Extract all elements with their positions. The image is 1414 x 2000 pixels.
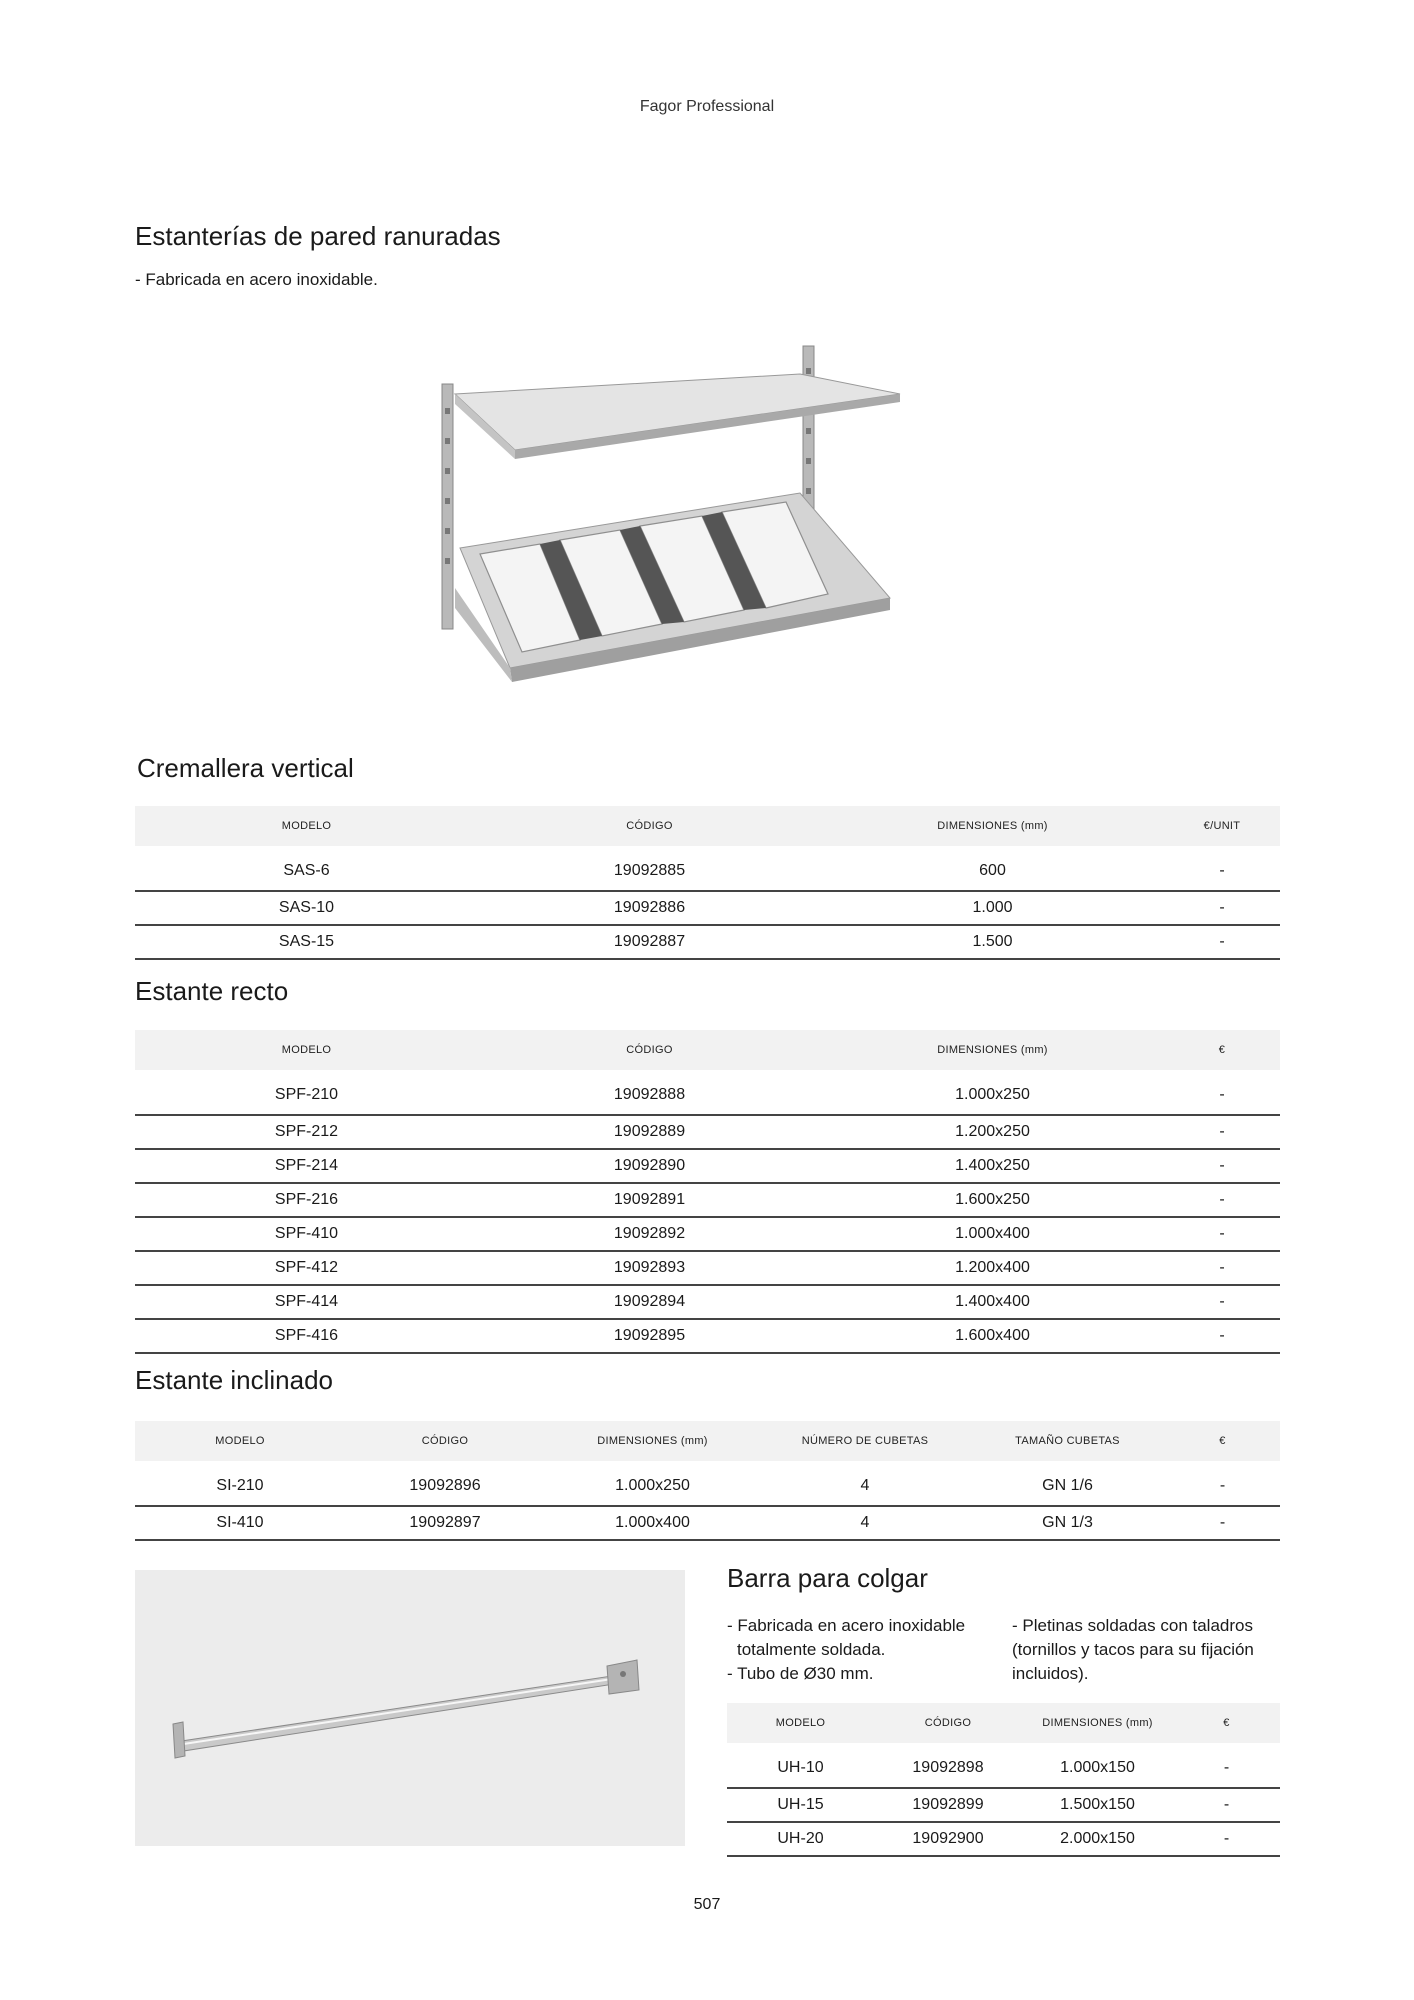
cell-numero-cubetas: 4 xyxy=(760,1506,970,1540)
table-row xyxy=(727,1743,1280,1788)
cell-codigo: 19092898 xyxy=(874,1743,1022,1788)
col-header-codigo: CÓDIGO xyxy=(478,806,821,846)
col-header-codigo: CÓDIGO xyxy=(874,1703,1022,1743)
cell-price: - xyxy=(1173,1788,1280,1822)
cell-modelo: UH-10 xyxy=(727,1743,874,1788)
table-row xyxy=(135,1506,1280,1540)
table-row xyxy=(135,1217,1280,1251)
cell-price: - xyxy=(1165,1461,1280,1506)
cell-dimensiones: 2.000x150 xyxy=(1022,1822,1173,1856)
cell-codigo: 19092900 xyxy=(874,1822,1022,1856)
col-header-price: € xyxy=(1164,1030,1280,1070)
cell-modelo: SPF-214 xyxy=(135,1149,478,1183)
cell-modelo: SPF-216 xyxy=(135,1183,478,1217)
cell-tamano-cubetas: GN 1/6 xyxy=(970,1461,1165,1506)
cell-price: - xyxy=(1173,1743,1280,1788)
table-row xyxy=(135,891,1280,925)
table-row xyxy=(135,1149,1280,1183)
cell-modelo: SPF-212 xyxy=(135,1115,478,1149)
cell-modelo: SPF-210 xyxy=(135,1070,478,1115)
section-title-recto: Estante recto xyxy=(135,976,289,1006)
cell-codigo: 19092888 xyxy=(478,1070,821,1115)
cell-price: - xyxy=(1164,1149,1280,1183)
table-header-row xyxy=(135,1030,1280,1070)
cell-codigo: 19092892 xyxy=(478,1217,821,1251)
barra-bullets-right xyxy=(1012,1614,1282,1686)
cell-numero-cubetas: 4 xyxy=(760,1461,970,1506)
cell-modelo: UH-20 xyxy=(727,1822,874,1856)
col-header-dimensiones: DIMENSIONES (mm) xyxy=(821,1030,1164,1070)
barra-bullet-2: - Tubo de Ø30 mm. xyxy=(727,1664,874,1683)
cell-codigo: 19092894 xyxy=(478,1285,821,1319)
cell-dimensiones: 1.600x250 xyxy=(821,1183,1164,1217)
table-row xyxy=(135,1183,1280,1217)
table-row xyxy=(135,1115,1280,1149)
cell-codigo: 19092887 xyxy=(478,925,821,959)
cell-dimensiones: 1.500x150 xyxy=(1022,1788,1173,1822)
cell-dimensiones: 1.000x250 xyxy=(545,1461,760,1506)
brand-header: Fagor Professional xyxy=(639,98,775,115)
barra-bullet-1: - Fabricada en acero inoxidable xyxy=(727,1616,966,1635)
col-header-codigo: CÓDIGO xyxy=(345,1421,545,1461)
cell-modelo: UH-15 xyxy=(727,1788,874,1822)
cell-dimensiones: 1.000x400 xyxy=(545,1506,760,1540)
cell-dimensiones: 1.200x400 xyxy=(821,1251,1164,1285)
cell-modelo: SAS-10 xyxy=(135,891,478,925)
cell-modelo: SPF-410 xyxy=(135,1217,478,1251)
barra-bullets-left xyxy=(727,1614,1007,1686)
table-header-row xyxy=(727,1703,1280,1743)
table-header-row xyxy=(135,1421,1280,1461)
cell-price: - xyxy=(1164,1319,1280,1353)
cell-dimensiones: 1.400x250 xyxy=(821,1149,1164,1183)
section-title-cremallera: Cremallera vertical xyxy=(137,753,354,783)
cell-codigo: 19092891 xyxy=(478,1183,821,1217)
cell-codigo: 19092893 xyxy=(478,1251,821,1285)
col-header-price: € xyxy=(1173,1703,1280,1743)
col-header-price: € xyxy=(1165,1421,1280,1461)
recto-table xyxy=(135,1030,1280,1354)
cell-price: - xyxy=(1164,846,1280,891)
intro-bullet: - Fabricada en acero inoxidable. xyxy=(135,270,378,289)
cell-dimensiones: 1.000x250 xyxy=(821,1070,1164,1115)
col-header-dimensiones: DIMENSIONES (mm) xyxy=(821,806,1164,846)
cell-price: - xyxy=(1164,1183,1280,1217)
cell-codigo: 19092886 xyxy=(478,891,821,925)
cell-codigo: 19092895 xyxy=(478,1319,821,1353)
col-header-codigo: CÓDIGO xyxy=(478,1030,821,1070)
table-row xyxy=(135,846,1280,891)
cell-dimensiones: 1.200x250 xyxy=(821,1115,1164,1149)
cell-price: - xyxy=(1164,1070,1280,1115)
cell-price: - xyxy=(1173,1822,1280,1856)
barra-bullet-3-cont2: incluidos). xyxy=(1012,1664,1089,1683)
section-title-estanterias: Estanterías de pared ranuradas xyxy=(135,221,501,251)
col-header-modelo: MODELO xyxy=(135,1421,345,1461)
col-header-tamano-cubetas: TAMAÑO CUBETAS xyxy=(970,1421,1165,1461)
barra-bullet-1-cont: totalmente soldada. xyxy=(737,1640,886,1659)
col-header-dimensiones: DIMENSIONES (mm) xyxy=(545,1421,760,1461)
col-header-modelo: MODELO xyxy=(135,1030,478,1070)
table-row xyxy=(727,1788,1280,1822)
col-header-numero-cubetas: NÚMERO DE CUBETAS xyxy=(760,1421,970,1461)
table-row xyxy=(135,1319,1280,1353)
cell-dimensiones: 1.500 xyxy=(821,925,1164,959)
col-header-dimensiones: DIMENSIONES (mm) xyxy=(1022,1703,1173,1743)
table-row xyxy=(727,1822,1280,1856)
table-row xyxy=(135,1285,1280,1319)
table-row xyxy=(135,925,1280,959)
wall-shelf-image xyxy=(430,318,910,718)
cell-dimensiones: 1.600x400 xyxy=(821,1319,1164,1353)
cell-modelo: SPF-416 xyxy=(135,1319,478,1353)
table-row xyxy=(135,1251,1280,1285)
hanging-bar-image xyxy=(135,1570,685,1846)
section-title-barra: Barra para colgar xyxy=(727,1563,928,1593)
cell-dimensiones: 1.400x400 xyxy=(821,1285,1164,1319)
cell-dimensiones: 1.000x150 xyxy=(1022,1743,1173,1788)
cell-price: - xyxy=(1164,891,1280,925)
section-title-inclinado: Estante inclinado xyxy=(135,1365,334,1395)
table-row xyxy=(135,1070,1280,1115)
cell-modelo: SAS-6 xyxy=(135,846,478,891)
cell-codigo: 19092889 xyxy=(478,1115,821,1149)
cell-dimensiones: 1.000 xyxy=(821,891,1164,925)
cell-modelo: SI-410 xyxy=(135,1506,345,1540)
cell-price: - xyxy=(1164,1115,1280,1149)
cell-codigo: 19092899 xyxy=(874,1788,1022,1822)
page-number: 507 xyxy=(693,1896,721,1913)
cell-price: - xyxy=(1164,1217,1280,1251)
cell-modelo: SAS-15 xyxy=(135,925,478,959)
cell-codigo: 19092897 xyxy=(345,1506,545,1540)
cell-price: - xyxy=(1164,1285,1280,1319)
table-row xyxy=(135,1461,1280,1506)
cell-price: - xyxy=(1165,1506,1280,1540)
cremallera-table xyxy=(135,806,1280,960)
table-header-row xyxy=(135,806,1280,846)
cell-codigo: 19092896 xyxy=(345,1461,545,1506)
cell-modelo: SPF-412 xyxy=(135,1251,478,1285)
cell-codigo: 19092890 xyxy=(478,1149,821,1183)
inclinado-table xyxy=(135,1421,1280,1541)
cell-dimensiones: 1.000x400 xyxy=(821,1217,1164,1251)
cell-price: - xyxy=(1164,1251,1280,1285)
cell-tamano-cubetas: GN 1/3 xyxy=(970,1506,1165,1540)
col-header-modelo: MODELO xyxy=(135,806,478,846)
cell-dimensiones: 600 xyxy=(821,846,1164,891)
barra-table xyxy=(727,1703,1280,1857)
cell-price: - xyxy=(1164,925,1280,959)
barra-bullet-3-cont: (tornillos y tacos para su fijación xyxy=(1012,1640,1254,1659)
barra-bullet-3: - Pletinas soldadas con taladros xyxy=(1012,1616,1253,1635)
col-header-modelo: MODELO xyxy=(727,1703,874,1743)
cell-modelo: SPF-414 xyxy=(135,1285,478,1319)
col-header-price: €/UNIT xyxy=(1164,806,1280,846)
cell-codigo: 19092885 xyxy=(478,846,821,891)
cell-modelo: SI-210 xyxy=(135,1461,345,1506)
